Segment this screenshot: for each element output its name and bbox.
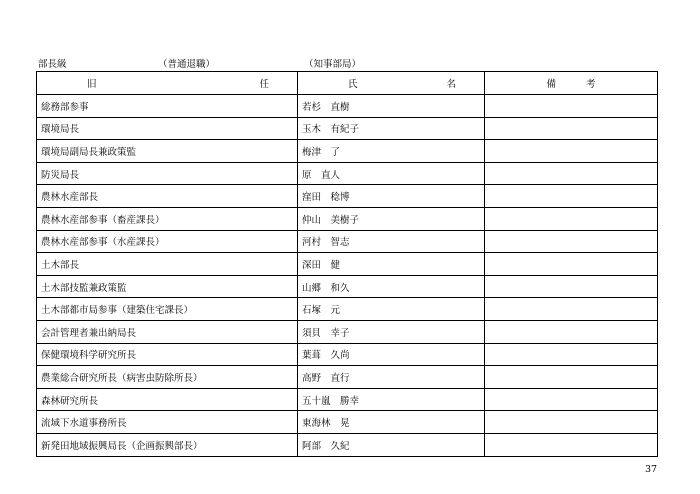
note-cell [485, 162, 658, 185]
header-name-char-2: 名 [446, 79, 456, 90]
former-post-cell: 土木部技監兼政策監 [37, 275, 298, 298]
note-cell [485, 185, 658, 208]
former-post-cell: 防災局長 [37, 162, 298, 185]
former-post-cell: 新発田地域振興局長（企画振興部長） [37, 433, 298, 456]
table-row [37, 366, 658, 389]
name-cell: 須貝 幸子 [298, 320, 485, 343]
note-cell [485, 343, 658, 366]
header-name-char-1: 氏 [348, 79, 358, 90]
header-former-post [37, 72, 298, 95]
name-cell: 窪田 稔博 [298, 185, 485, 208]
name-cell: 東海林 晃 [298, 411, 485, 434]
table-row [37, 320, 658, 343]
table-row [37, 411, 658, 434]
table-row [37, 185, 658, 208]
note-cell [485, 411, 658, 434]
former-post-cell: 保健環境科学研究所長 [37, 343, 298, 366]
note-cell [485, 433, 658, 456]
table-row [37, 207, 658, 230]
page-number: 37 [645, 464, 658, 475]
table-row [37, 298, 658, 321]
header-note-char-2: 考 [586, 79, 596, 90]
name-cell: 葉葺 久尚 [298, 343, 485, 366]
table-row [37, 117, 658, 140]
note-cell [485, 207, 658, 230]
former-post-cell: 農業総合研究所長（病害虫防除所長） [37, 366, 298, 389]
name-cell: 若杉 直樹 [298, 95, 485, 118]
note-cell [485, 320, 658, 343]
table-body [37, 95, 658, 457]
name-cell: 石塚 元 [298, 298, 485, 321]
former-post-cell: 流域下水道事務所長 [37, 411, 298, 434]
table-row [37, 388, 658, 411]
former-post-cell: 環境局長 [37, 117, 298, 140]
header-former-char-1: 旧 [87, 79, 97, 90]
name-cell: 山郷 和久 [298, 275, 485, 298]
former-post-cell: 農林水産部参事（畜産課長） [37, 207, 298, 230]
name-cell: 原 直人 [298, 162, 485, 185]
name-cell: 河村 智志 [298, 230, 485, 253]
table-row [37, 253, 658, 276]
note-cell [485, 275, 658, 298]
name-cell: 梅津 了 [298, 140, 485, 163]
note-cell [485, 253, 658, 276]
header-note-char-1: 備 [546, 79, 556, 90]
retirement-type-caption: （普通退職） [158, 59, 216, 70]
former-post-cell: 土木部都市局参事（建築住宅課長） [37, 298, 298, 321]
note-cell [485, 117, 658, 140]
former-post-cell: 総務部参事 [37, 95, 298, 118]
table-row [37, 162, 658, 185]
table-row [37, 433, 658, 456]
note-cell [485, 95, 658, 118]
former-post-cell: 森林研究所長 [37, 388, 298, 411]
former-post-cell: 土木部長 [37, 253, 298, 276]
name-cell: 高野 直行 [298, 366, 485, 389]
name-cell: 仲山 美樹子 [298, 207, 485, 230]
name-cell: 五十嵐 勝幸 [298, 388, 485, 411]
former-post-cell: 会計管理者兼出納局長 [37, 320, 298, 343]
header-note [485, 72, 658, 95]
former-post-cell: 農林水産部参事（水産課長） [37, 230, 298, 253]
header-name [298, 72, 485, 95]
table-row [37, 343, 658, 366]
name-cell: 阿部 久紀 [298, 433, 485, 456]
former-post-cell: 環境局副局長兼政策監 [37, 140, 298, 163]
note-cell [485, 388, 658, 411]
table-row [37, 95, 658, 118]
department-caption: （知事部局） [304, 59, 362, 70]
personnel-table [36, 71, 658, 457]
table-row [37, 275, 658, 298]
name-cell: 深田 健 [298, 253, 485, 276]
table-row [37, 140, 658, 163]
note-cell [485, 366, 658, 389]
note-cell [485, 298, 658, 321]
note-cell [485, 140, 658, 163]
rank-caption: 部長級 [38, 59, 67, 70]
header-former-char-2: 任 [259, 79, 269, 90]
header-row [37, 72, 658, 95]
note-cell [485, 230, 658, 253]
name-cell: 玉木 有紀子 [298, 117, 485, 140]
table-row [37, 230, 658, 253]
former-post-cell: 農林水産部長 [37, 185, 298, 208]
